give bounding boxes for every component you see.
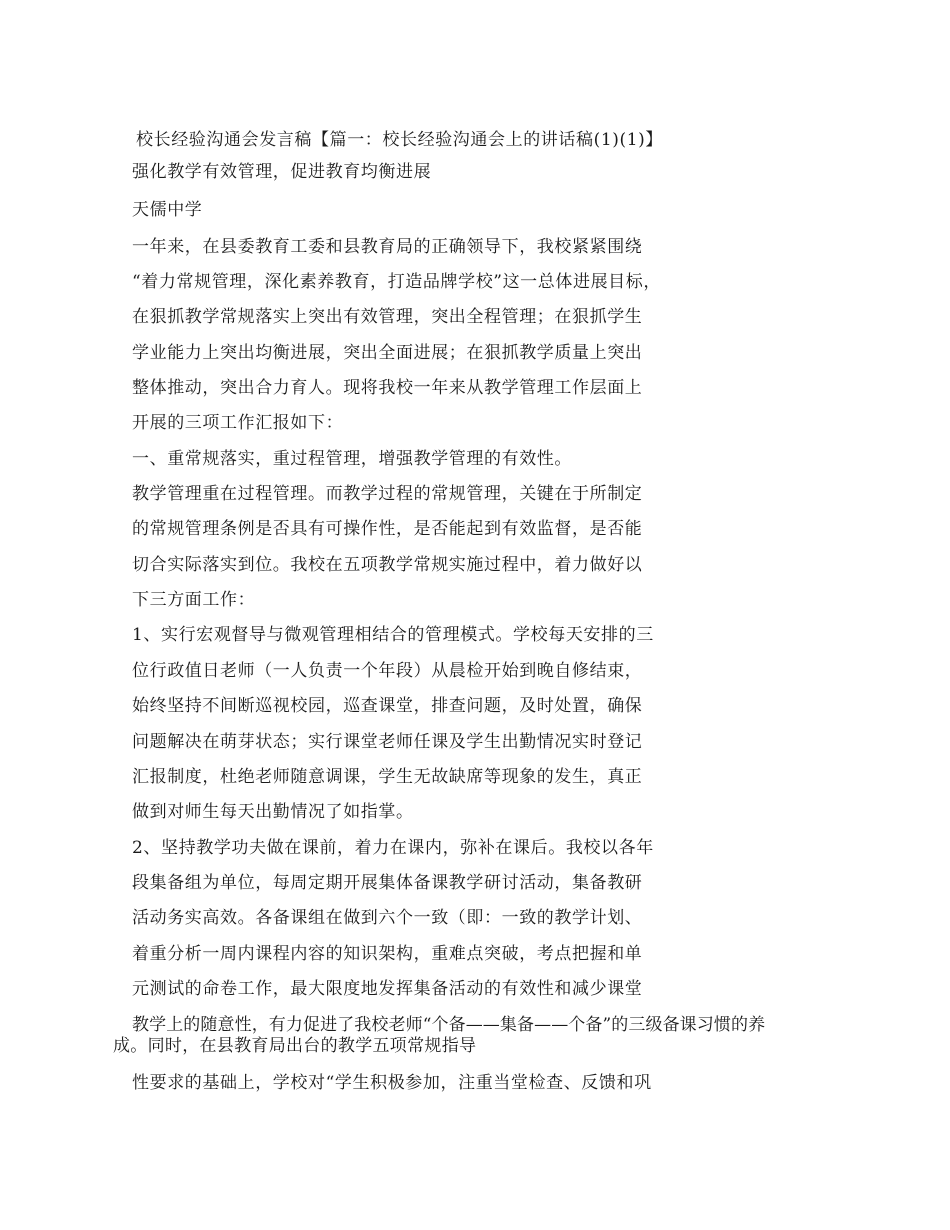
body-line: 在狠抓教学常规落实上突出有效管理，突出全程管理；在狠抓学生 xyxy=(132,307,643,327)
body-line: 做到对师生每天出勤情况了如指掌。 xyxy=(132,802,414,822)
body-line: 整体推动，突出合力育人。现将我校一年来从教学管理工作层面上 xyxy=(132,378,643,398)
body-line: 活动务实高效。各备课组在做到六个一致（即：一致的教学计划、 xyxy=(132,908,643,928)
body-line: 段集备组为单位，每周定期开展集体备课教学研讨活动，集备教研 xyxy=(132,873,643,893)
body-line: 问题解决在萌芽状态；实行课堂老师任课及学生出勤情况实时登记 xyxy=(132,732,643,752)
body-line: 切合实际落实到位。我校在五项教学常规实施过程中，着力做好以 xyxy=(132,555,643,575)
body-line: 下三方面工作： xyxy=(132,590,256,610)
body-line: 2、坚持教学功夫做在课前，着力在课内，弥补在课后。我校以各年 xyxy=(132,838,654,858)
document-title: 校长经验沟通会发言稿【篇一：校长经验沟通会上的讲话稿(1)(1)】 xyxy=(136,130,663,150)
subtitle-line: 强化教学有效管理，促进教育均衡进展 xyxy=(132,162,432,182)
body-line: “着力常规管理，深化素养教育，打造品牌学校”这一总体进展目标， xyxy=(132,272,661,292)
school-name-line: 天儒中学 xyxy=(132,200,203,220)
section-heading-line: 一、重常规落实，重过程管理，增强教学管理的有效性。 xyxy=(132,449,572,469)
body-line: 位行政值日老师（一人负责一个年段）从晨检开始到晚自修结束， xyxy=(132,661,643,681)
body-line-wrapped: 教学上的随意性，有力促进了我校老师“个备——集备——个备”的三级备课习惯的养 xyxy=(132,1015,766,1035)
body-line: 着重分析一周内课程内容的知识架构，重难点突破，考点把握和单 xyxy=(132,944,643,964)
body-line: 性要求的基础上，学校对“学生积极参加，注重当堂检查、反馈和巩 xyxy=(132,1073,652,1093)
body-line: 教学管理重在过程管理。而教学过程的常规管理，关键在于所制定 xyxy=(132,484,643,504)
body-line: 的常规管理条例是否具有可操作性，是否能起到有效监督，是否能 xyxy=(132,519,643,539)
body-line: 开展的三项工作汇报如下： xyxy=(132,413,344,433)
body-line: 汇报制度，杜绝老师随意调课，学生无故缺席等现象的发生，真正 xyxy=(132,767,643,787)
body-line: 元测试的命卷工作，最大限度地发挥集备活动的有效性和减少课堂 xyxy=(132,979,643,999)
body-line: 学业能力上突出均衡进展，突出全面进展；在狠抓教学质量上突出 xyxy=(132,343,643,363)
body-line: 1、实行宏观督导与微观管理相结合的管理模式。学校每天安排的三 xyxy=(132,625,654,645)
body-line: 一年来，在县委教育工委和县教育局的正确领导下，我校紧紧围绕 xyxy=(132,237,643,257)
body-line-wrapped-continuation: 成。同时，在县教育局出台的教学五项常规指导 xyxy=(113,1036,477,1056)
body-line: 始终坚持不间断巡视校园，巡查课堂，排查问题，及时处置，确保 xyxy=(132,696,643,716)
